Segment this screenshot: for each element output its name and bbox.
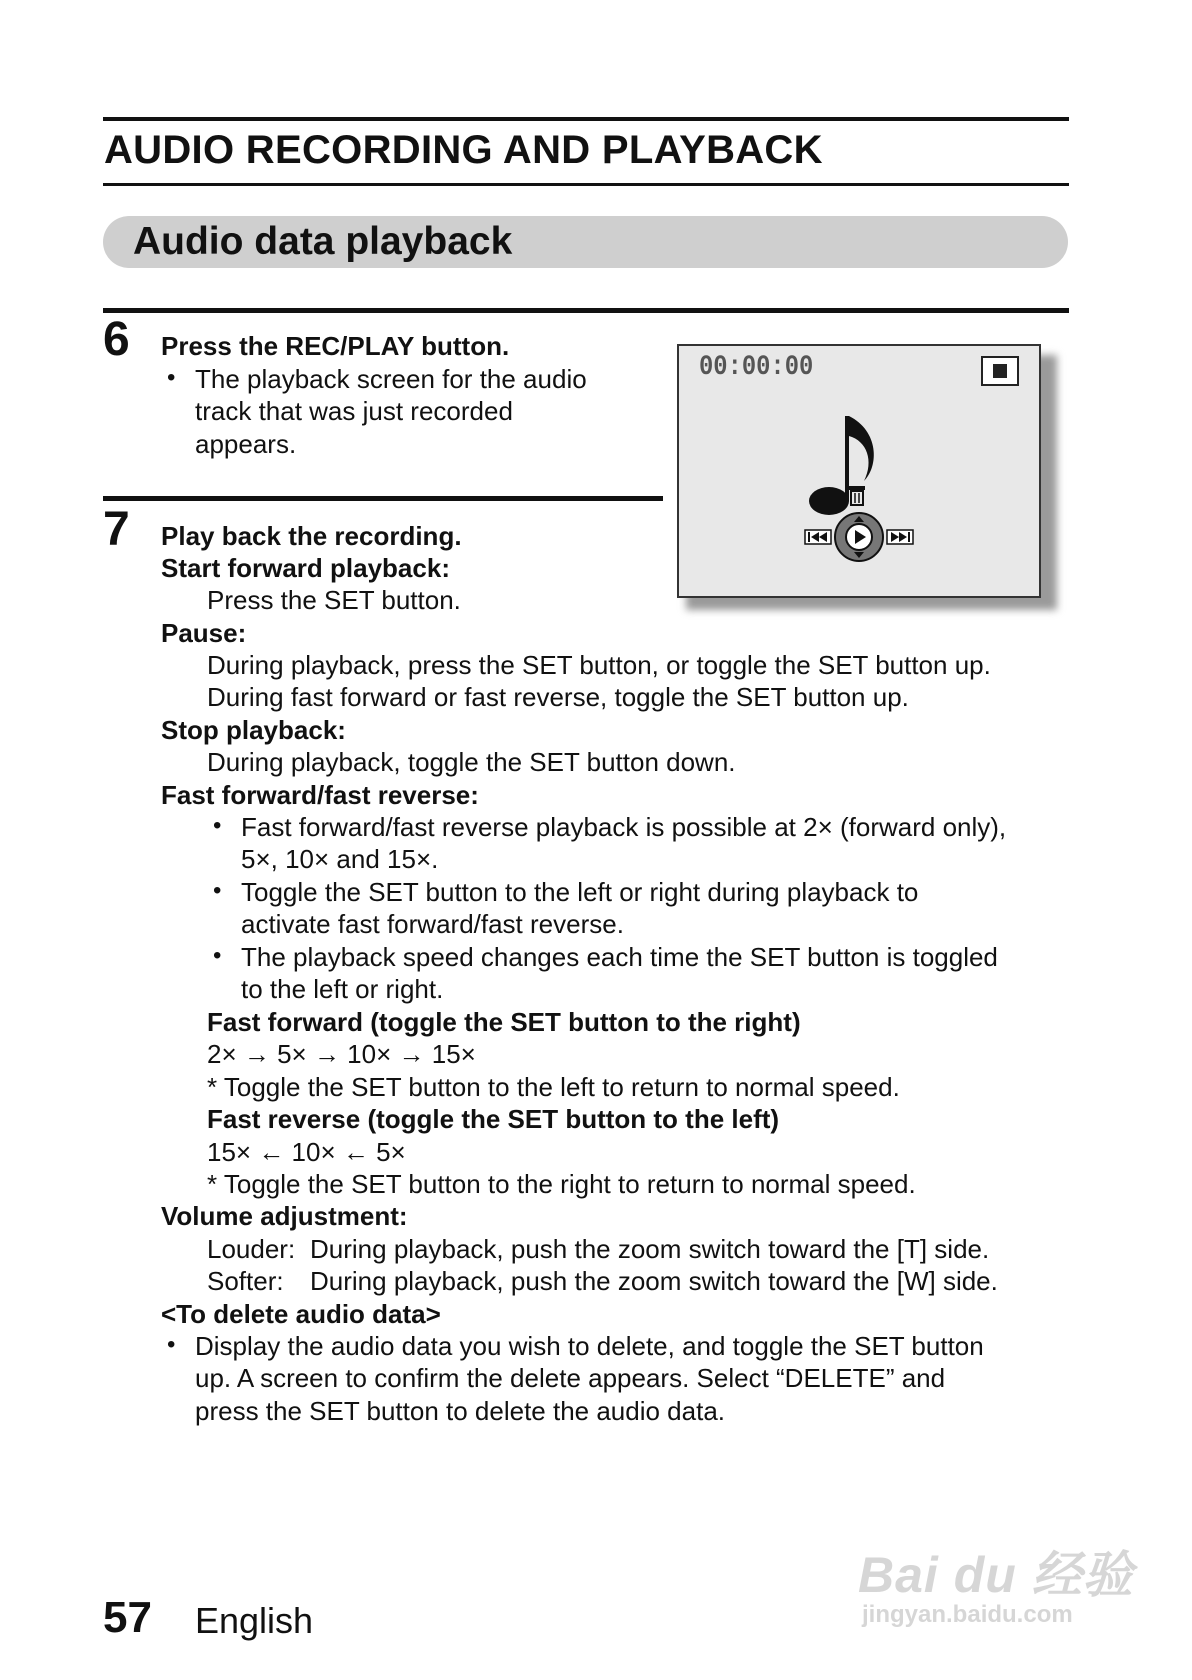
playback-screen xyxy=(677,344,1041,598)
step6-bullet-line: appears. xyxy=(195,429,297,459)
music-note-icon xyxy=(809,416,874,515)
pause-text: During fast forward or fast reverse, toggle the SET button up. xyxy=(207,682,909,712)
ff-bullet-line: Fast forward/fast reverse playback is possible at 2× (forward only), xyxy=(241,812,1007,842)
ff-bullet-line: to the left or right. xyxy=(241,974,444,1004)
fast-forward-reverse-label: Fast forward/fast reverse: xyxy=(161,780,479,810)
watermark xyxy=(858,1535,1134,1629)
play-icon xyxy=(835,513,883,561)
page-number: 57 xyxy=(103,1593,152,1642)
fast-reverse-note: * Toggle the SET button to the right to return to normal speed. xyxy=(207,1169,916,1199)
fast-forward-sequence: 2× → 5× → 10× → 15× xyxy=(207,1039,476,1069)
step7-rule xyxy=(103,496,663,501)
softer-label: Softer: xyxy=(207,1266,284,1296)
skip-forward-icon xyxy=(887,530,913,544)
ff-bullet-line: 5×, 10× and 15×. xyxy=(241,844,439,874)
fast-forward-note: * Toggle the SET button to the left to return to normal speed. xyxy=(207,1072,900,1102)
stop-playback-text: During playback, toggle the SET button down. xyxy=(207,747,736,777)
subsection-title: Audio data playback xyxy=(133,220,513,263)
screen-graphics xyxy=(679,346,1039,596)
watermark-url: jingyan.baidu.com xyxy=(862,1601,1073,1628)
top-rule xyxy=(103,117,1069,121)
timecode: 00:00:00 xyxy=(699,352,814,383)
pause-label: Pause: xyxy=(161,618,247,648)
section-title: AUDIO RECORDING AND PLAYBACK xyxy=(104,128,823,172)
delete-heading: <To delete audio data> xyxy=(161,1299,441,1329)
delete-text: Display the audio data you wish to delete, and toggle the SET button xyxy=(195,1331,984,1361)
louder-text: During playback, push the zoom switch toward the [T] side. xyxy=(310,1234,990,1264)
fast-reverse-sequence: 15× ← 10× ← 5× xyxy=(207,1137,406,1167)
subsection-banner xyxy=(103,216,1068,268)
ff-bullet-line: activate fast forward/fast reverse. xyxy=(241,909,624,939)
delete-text: up. A screen to confirm the delete appears. Select “DELETE” and xyxy=(195,1363,946,1393)
fast-reverse-heading: Fast reverse (toggle the SET button to the left) xyxy=(207,1104,780,1134)
bullet-dot: • xyxy=(167,364,176,391)
step6-bullet-line: The playback screen for the audio xyxy=(195,364,587,394)
step7-number: 7 xyxy=(103,503,130,556)
bullet-dot: • xyxy=(213,942,222,969)
start-playback-text: Press the SET button. xyxy=(207,585,461,615)
step7-heading: Play back the recording. xyxy=(161,521,462,551)
pause-text: During playback, press the SET button, or toggle the SET button up. xyxy=(207,650,991,680)
skip-back-icon xyxy=(805,530,831,544)
bullet-dot: • xyxy=(213,877,222,904)
volume-label: Volume adjustment: xyxy=(161,1201,408,1231)
start-playback-label: Start forward playback: xyxy=(161,553,450,583)
fast-forward-heading: Fast forward (toggle the SET button to the right) xyxy=(207,1007,801,1037)
step6-number: 6 xyxy=(103,313,130,366)
bullet-dot: • xyxy=(213,812,222,839)
title-bottom-rule xyxy=(103,183,1069,186)
louder-label: Louder: xyxy=(207,1234,296,1264)
page-language: English xyxy=(195,1600,314,1641)
step6-heading: Press the REC/PLAY button. xyxy=(161,331,510,361)
softer-text: During playback, push the zoom switch toward the [W] side. xyxy=(310,1266,998,1296)
delete-text: press the SET button to delete the audio data. xyxy=(195,1396,726,1426)
step6-bullet-line: track that was just recorded xyxy=(195,396,513,426)
bullet-dot: • xyxy=(167,1331,176,1358)
watermark-brand: Bai du 经验 xyxy=(858,1547,1134,1603)
step6-rule xyxy=(103,308,1069,313)
stop-playback-label: Stop playback: xyxy=(161,715,346,745)
ff-bullet-line: The playback speed changes each time the SET button is toggled xyxy=(241,942,998,972)
trash-icon xyxy=(849,486,865,505)
ff-bullet-line: Toggle the SET button to the left or right during playback to xyxy=(241,877,919,907)
